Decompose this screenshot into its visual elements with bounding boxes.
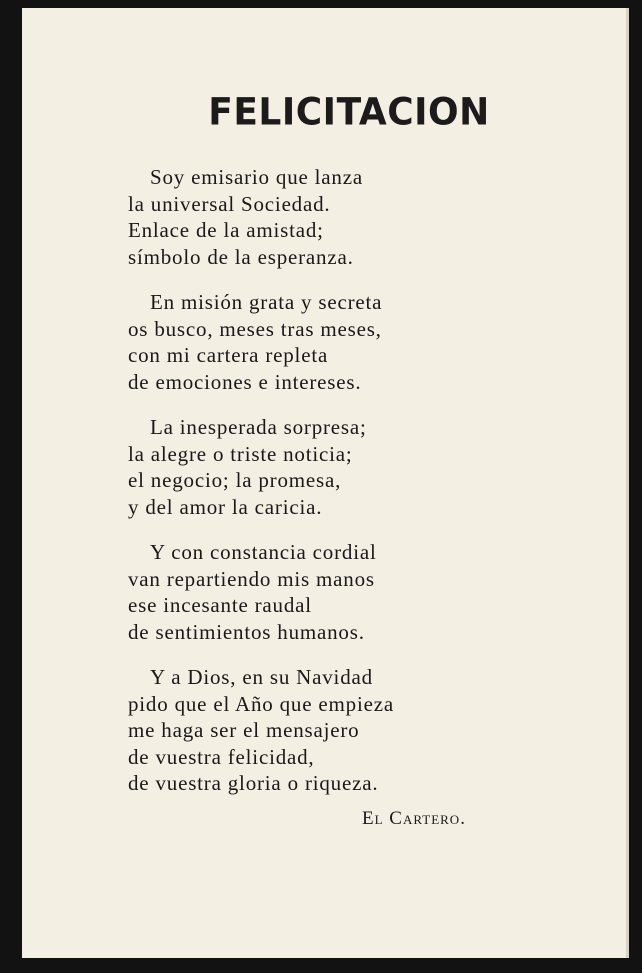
poem-line: de vuestra felicidad, [128,744,315,769]
stanza-1 [128,164,508,270]
stanza-4 [128,539,508,645]
poem-line: de emociones e intereses. [128,369,362,394]
poem-line: el negocio; la promesa, [128,468,342,492]
poem-title: FELICITACION [208,90,490,135]
poem-line: de vuestra gloria o riqueza. [128,771,379,795]
poem-line: y del amor la caricia. [128,494,323,519]
poem-line: me haga ser el mensajero [128,718,360,742]
poem-line: os busco, meses tras meses, [128,316,382,341]
poem-line: símbolo de la esperanza. [128,244,354,269]
poem-line: En misión grata y secreta [150,290,383,314]
poem-line: Y con constancia cordial [150,540,377,564]
poem-line: Y a Dios, en su Navidad [150,665,373,689]
stanza-3 [128,414,508,520]
poem-line: Soy emisario que lanza [150,165,363,189]
poem-line: con mi cartera repleta [128,343,329,367]
poem-line: pido que el Año que empieza [128,691,394,716]
poem-line: La inesperada sorpresa; [150,415,367,439]
signature: El Cartero. [362,808,466,829]
poem-line: la universal Sociedad. [128,191,331,216]
stanza-2 [128,289,508,395]
poem-body [128,164,508,816]
poem-line: ese incesante raudal [128,593,312,617]
poem-line: de sentimientos humanos. [128,619,365,644]
poem-line: van repartiendo mis manos [128,566,375,591]
poem-line: Enlace de la amistad; [128,218,324,242]
greeting-card [22,8,629,958]
poem-line: la alegre o triste noticia; [128,441,353,466]
stanza-5 [128,664,508,797]
